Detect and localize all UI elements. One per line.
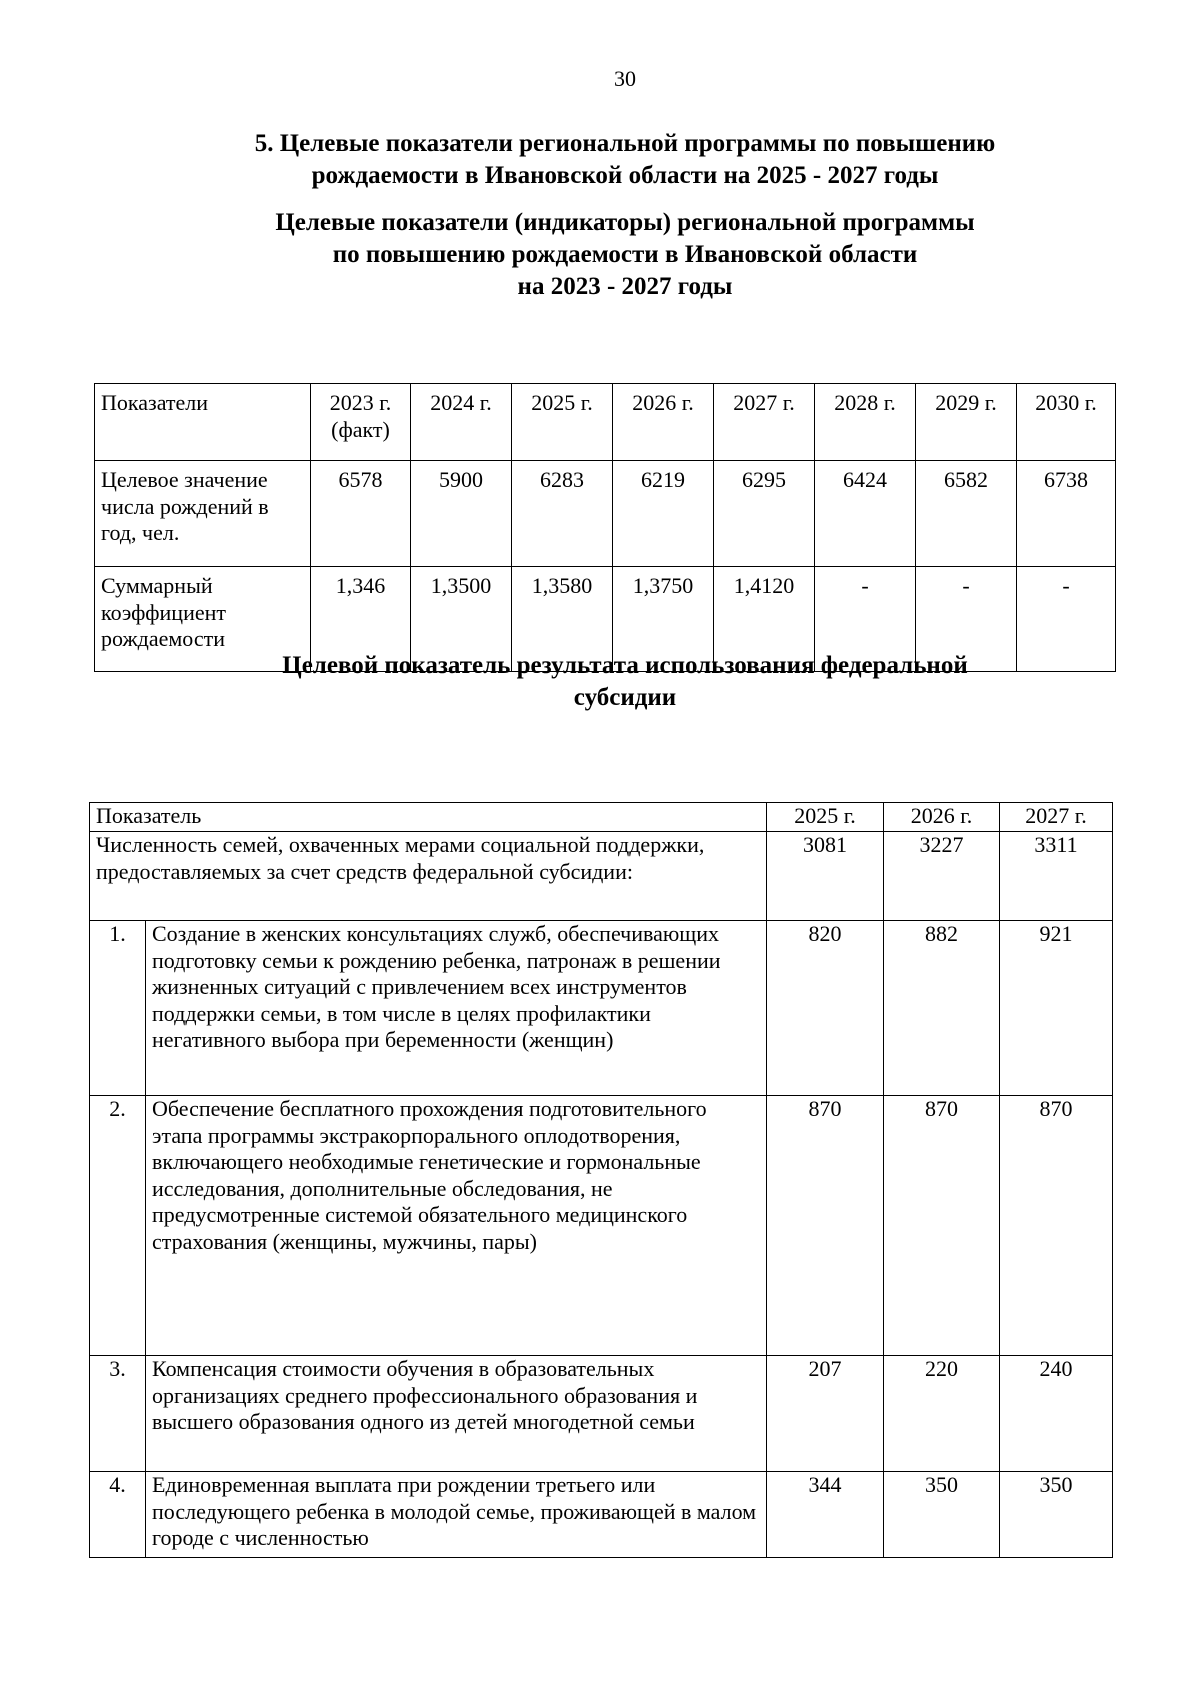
header-cell: 2026 г. [613,384,714,461]
header-cell-year: 2023 г. (факт) [329,390,392,442]
value-cell: 240 [1000,1356,1113,1472]
value-cell: 207 [767,1356,884,1472]
value-cell: 921 [1000,921,1113,1096]
value-cell: 1,4120 [714,567,815,672]
subsidy-title-line: субсидии [573,684,677,711]
subsidy-title-line: Целевой показатель результата использования федеральной [282,652,968,679]
header-cell: 2030 г. [1017,384,1116,461]
row-index: 1. [90,921,146,1096]
page-number: 30 [614,66,636,91]
row-index: 3. [90,1356,146,1472]
subsidy-table-title [0,650,1200,714]
table-row [95,461,1116,567]
indicators-title-line: по повышению рождаемости в Ивановской области [332,241,918,268]
subsidy-table [89,802,1113,1558]
value-cell: 6424 [815,461,916,567]
section-heading-line: 5. Целевые показатели региональной программы по повышению [254,130,996,157]
value-cell: 6582 [916,461,1017,567]
value-cell: 820 [767,921,884,1096]
value-cell: 870 [884,1096,1000,1356]
row-label: Суммарный коэффициент рождаемости [95,567,311,672]
row-label: Обеспечение бесплатного прохождения подготовительного этапа программы экстракорпорального оплодотворения, включающего необходимые генетические и гормональные исследования, дополнительные обследования, не предусмотренные системой обязательного медицинского страхования (женщины, мужчины, пары) [146,1096,767,1356]
section-heading [0,128,1200,192]
header-cell: Показатели [95,384,311,461]
header-cell: 2026 г. [884,803,1000,832]
value-cell: - [1017,567,1116,672]
value-cell: 870 [767,1096,884,1356]
value-cell: 1,3580 [512,567,613,672]
header-cell: 2028 г. [815,384,916,461]
value-cell: 350 [1000,1472,1113,1558]
header-cell: 2025 г. [767,803,884,832]
row-label: Компенсация стоимости обучения в образовательных организациях среднего профессионального образования и высшего образования одного из детей многодетной семьи [146,1356,767,1472]
table-row [90,832,1113,921]
value-cell: 5900 [411,461,512,567]
header-cell: 2029 г. [916,384,1017,461]
indicators-table [94,383,1116,672]
row-label: Создание в женских консультациях служб, обеспечивающих подготовку семьи к рождению ребенка, патронаж в решении жизненных ситуаций с привлечением всех инструментов поддержки семьи, в том числе в целях профилактики негативного выбора при беременности (женщин) [146,921,767,1096]
value-cell: 6283 [512,461,613,567]
indicators-table-title [0,207,1200,303]
value-cell: 1,3750 [613,567,714,672]
row-label: Целевое значение числа рождений в год, чел. [95,461,311,567]
header-cell: 2027 г. [1000,803,1113,832]
value-cell: 220 [884,1356,1000,1472]
value-cell: 1,346 [311,567,411,672]
table-row [90,1096,1113,1356]
indicators-header-row [95,384,1116,461]
value-cell: 6578 [311,461,411,567]
value-cell: 3311 [1000,832,1113,921]
table-row [90,1356,1113,1472]
header-cell: Показатель [90,803,767,832]
value-cell: 6738 [1017,461,1116,567]
value-cell: 3227 [884,832,1000,921]
value-cell: 350 [884,1472,1000,1558]
value-cell: - [916,567,1017,672]
row-label: Единовременная выплата при рождении третьего или последующего ребенка в молодой семье, проживающей в малом городе с численностью [146,1472,767,1558]
value-cell: 1,3500 [411,567,512,672]
value-cell: 882 [884,921,1000,1096]
header-cell [311,384,411,461]
value-cell: 344 [767,1472,884,1558]
indicators-title-line: Целевые показатели (индикаторы) региональной программы [275,209,975,236]
value-cell: - [815,567,916,672]
section-heading-line: рождаемости в Ивановской области на 2025 - 2027 годы [311,162,939,189]
table-row [90,921,1113,1096]
subsidy-header-row [90,803,1113,832]
row-index: 2. [90,1096,146,1356]
header-cell: 2024 г. [411,384,512,461]
value-cell: 3081 [767,832,884,921]
indicators-title-line: на 2023 - 2027 годы [517,273,733,300]
table-row [90,1472,1113,1558]
value-cell: 6219 [613,461,714,567]
header-cell: 2027 г. [714,384,815,461]
row-index: 4. [90,1472,146,1558]
value-cell: 6295 [714,461,815,567]
row-label: Численность семей, охваченных мерами социальной поддержки, предоставляемых за счет средств федеральной субсидии: [90,832,767,921]
header-cell: 2025 г. [512,384,613,461]
value-cell: 870 [1000,1096,1113,1356]
